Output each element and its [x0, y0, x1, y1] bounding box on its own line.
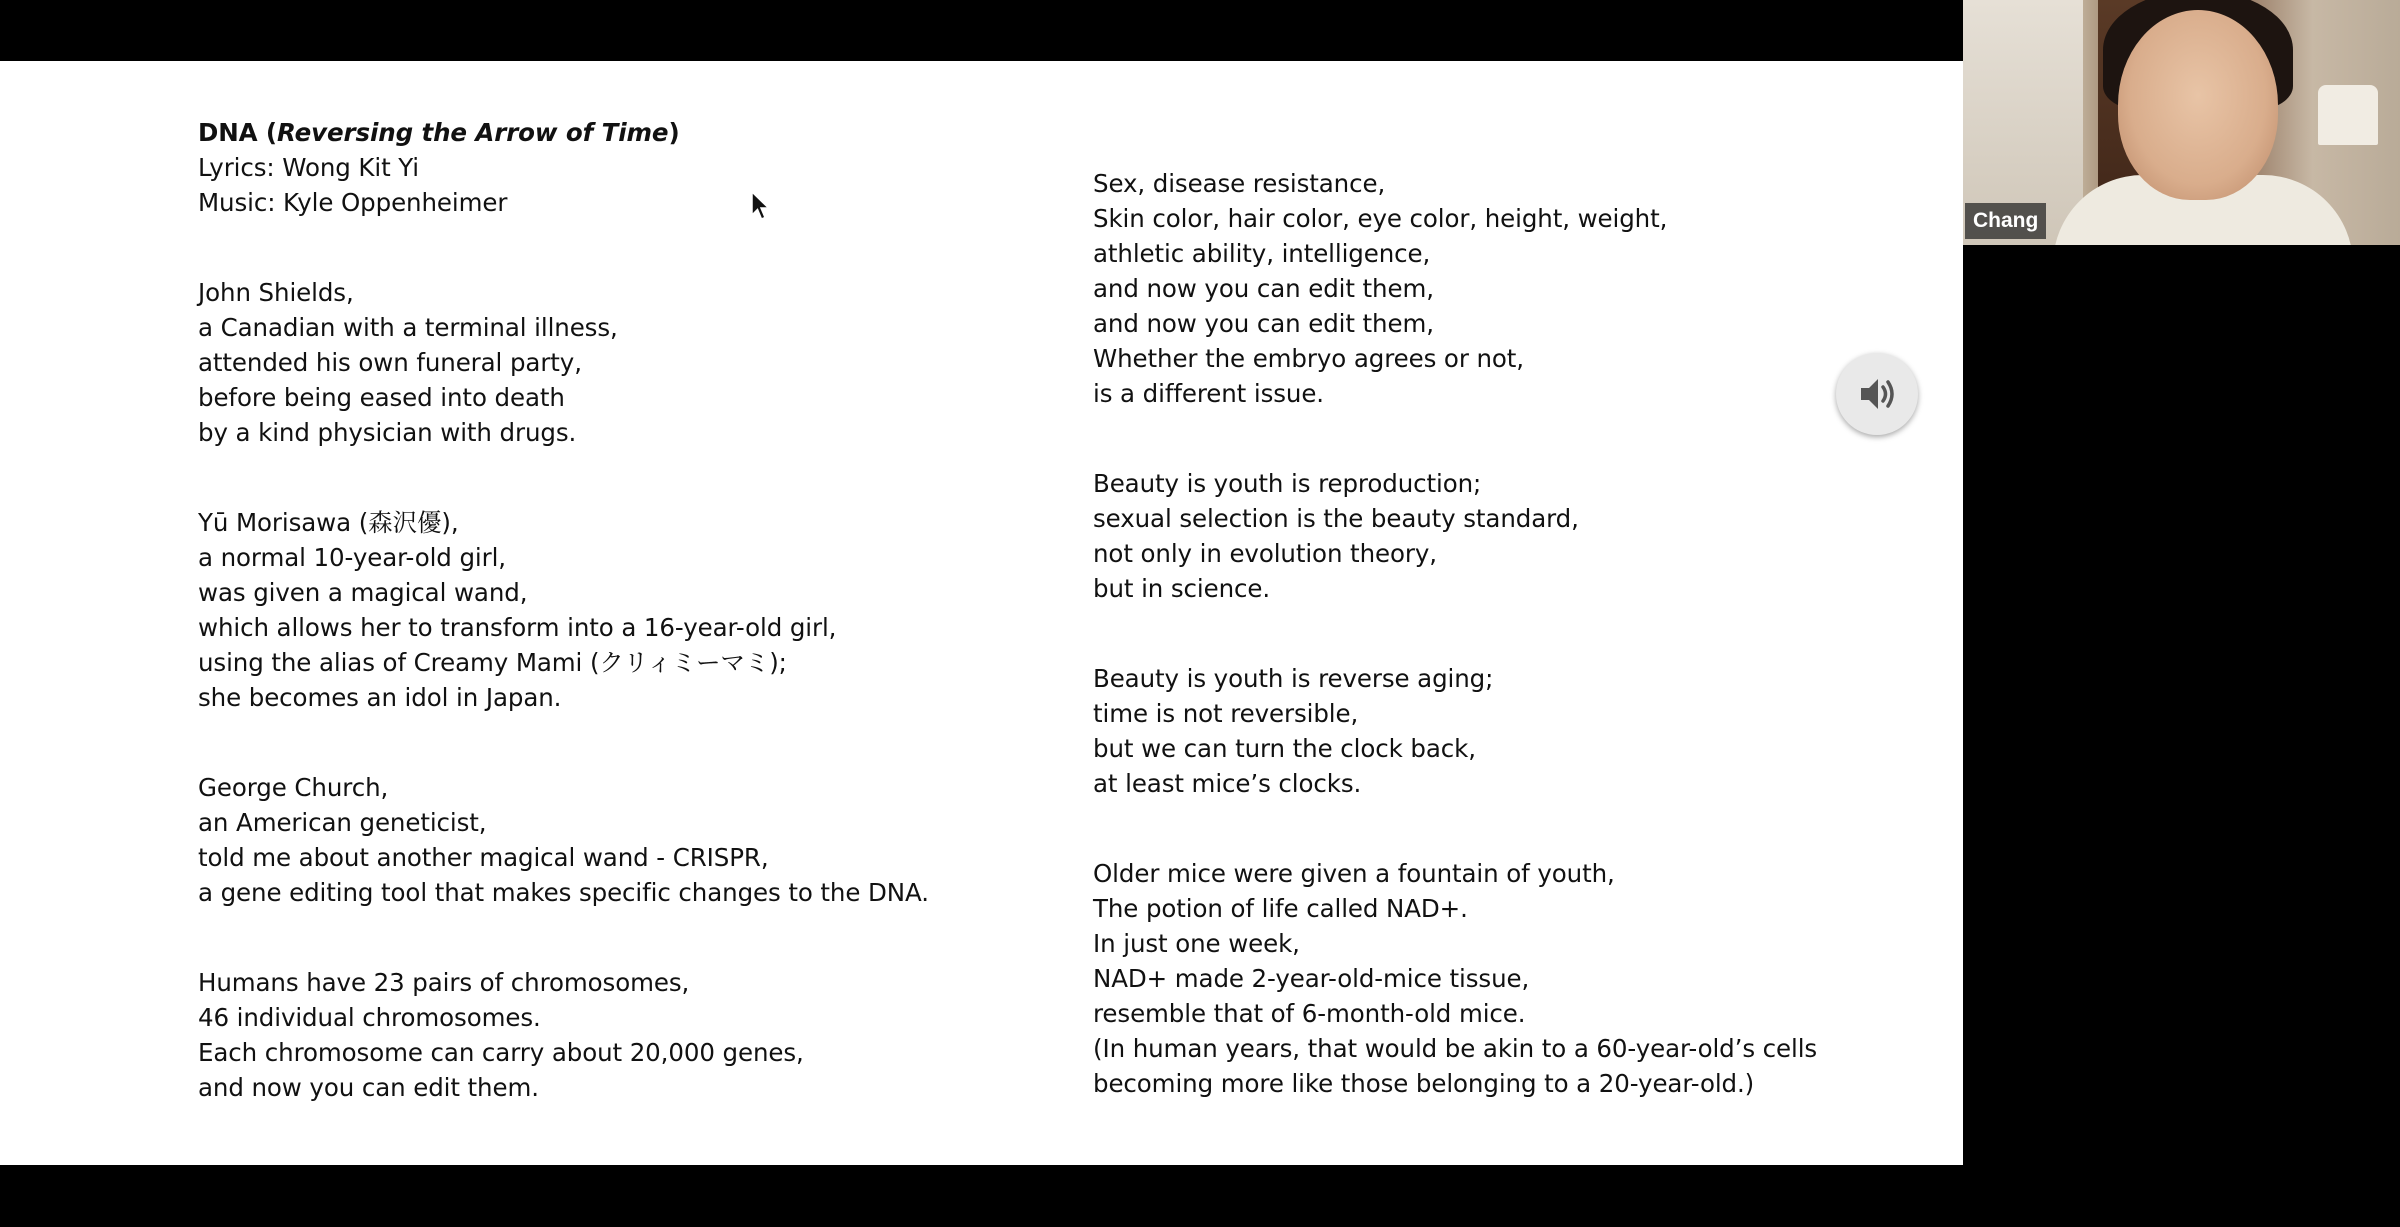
- lyric-line: John Shields,: [198, 278, 354, 307]
- speaker-volume-icon: [1856, 373, 1898, 415]
- lyric-line: not only in evolution theory,: [1093, 539, 1437, 568]
- participant-figure: [2118, 10, 2278, 200]
- lyric-line: Older mice were given a fountain of youth,: [1093, 859, 1615, 888]
- lyric-line: a gene editing tool that makes specific changes to the DNA.: [198, 878, 929, 907]
- lyric-line: The potion of life called NAD+.: [1093, 894, 1468, 923]
- participant-name-label: Chang: [1965, 203, 2046, 239]
- lyric-line: time is not reversible,: [1093, 699, 1359, 728]
- lyric-line: 46 individual chromosomes.: [198, 1003, 541, 1032]
- lyric-line: becoming more like those belonging to a 20-year-old.): [1093, 1069, 1755, 1098]
- lyric-line: before being eased into death: [198, 383, 565, 412]
- lyric-line: a Canadian with a terminal illness,: [198, 313, 618, 342]
- lyric-line: and now you can edit them,: [1093, 309, 1434, 338]
- lyric-line: an American geneticist,: [198, 808, 487, 837]
- lyric-line: NAD+ made 2-year-old-mice tissue,: [1093, 964, 1530, 993]
- lyric-line: using the alias of Creamy Mami (クリィミーマミ);: [198, 648, 787, 677]
- video-background: [2318, 85, 2378, 145]
- lyric-line: a normal 10-year-old girl,: [198, 543, 506, 572]
- stanza-nad: [1093, 856, 1913, 1101]
- song-title: DNA (Reversing the Arrow of Time): [198, 118, 680, 147]
- lyric-line: Beauty is youth is reverse aging;: [1093, 664, 1494, 693]
- lyric-line: sexual selection is the beauty standard,: [1093, 504, 1579, 533]
- audio-speaker-button[interactable]: [1836, 353, 1918, 435]
- lyric-line: Yū Morisawa (森沢優),: [198, 508, 459, 537]
- lyric-line: resemble that of 6-month-old mice.: [1093, 999, 1526, 1028]
- lyric-line: which allows her to transform into a 16-year-old girl,: [198, 613, 837, 642]
- lyric-line: Beauty is youth is reproduction;: [1093, 469, 1482, 498]
- lyric-line: Humans have 23 pairs of chromosomes,: [198, 968, 690, 997]
- lyric-line: and now you can edit them.: [198, 1073, 539, 1102]
- lyric-line: but in science.: [1093, 574, 1271, 603]
- stanza-traits: [1093, 166, 1913, 411]
- lyric-line: at least mice’s clocks.: [1093, 769, 1362, 798]
- music-credit: Music: Kyle Oppenheimer: [198, 188, 508, 217]
- stanza-chromosomes: [198, 965, 1098, 1105]
- lyric-line: was given a magical wand,: [198, 578, 528, 607]
- lyric-line: but we can turn the clock back,: [1093, 734, 1476, 763]
- lyric-line: Skin color, hair color, eye color, height, weight,: [1093, 204, 1668, 233]
- lyrics-credit: Lyrics: Wong Kit Yi: [198, 153, 419, 182]
- stanza-yu-morisawa: [198, 505, 1098, 715]
- mouse-pointer-icon: [750, 191, 770, 221]
- stanza-george-church: [198, 770, 1098, 910]
- stanza-john-shields: [198, 275, 1098, 450]
- stanza-reverse-aging: [1093, 661, 1913, 801]
- lyric-line: is a different issue.: [1093, 379, 1324, 408]
- lyrics-left-column: [198, 115, 1098, 1160]
- lyric-line: and now you can edit them,: [1093, 274, 1434, 303]
- lyric-line: Whether the embryo agrees or not,: [1093, 344, 1524, 373]
- lyrics-right-column: [1093, 166, 1913, 1156]
- lyric-line: Each chromosome can carry about 20,000 genes,: [198, 1038, 804, 1067]
- lyric-line: George Church,: [198, 773, 389, 802]
- lyric-line: In just one week,: [1093, 929, 1300, 958]
- shared-slide: [0, 61, 1963, 1165]
- lyric-line: she becomes an idol in Japan.: [198, 683, 562, 712]
- lyric-line: by a kind physician with drugs.: [198, 418, 577, 447]
- lyric-line: athletic ability, intelligence,: [1093, 239, 1431, 268]
- lyric-line: attended his own funeral party,: [198, 348, 582, 377]
- stanza-beauty-reproduction: [1093, 466, 1913, 606]
- title-block: [198, 115, 1098, 220]
- lyric-line: told me about another magical wand - CRISPR,: [198, 843, 769, 872]
- lyric-line: (In human years, that would be akin to a 60-year-old’s cells: [1093, 1034, 1818, 1063]
- lyric-line: Sex, disease resistance,: [1093, 169, 1386, 198]
